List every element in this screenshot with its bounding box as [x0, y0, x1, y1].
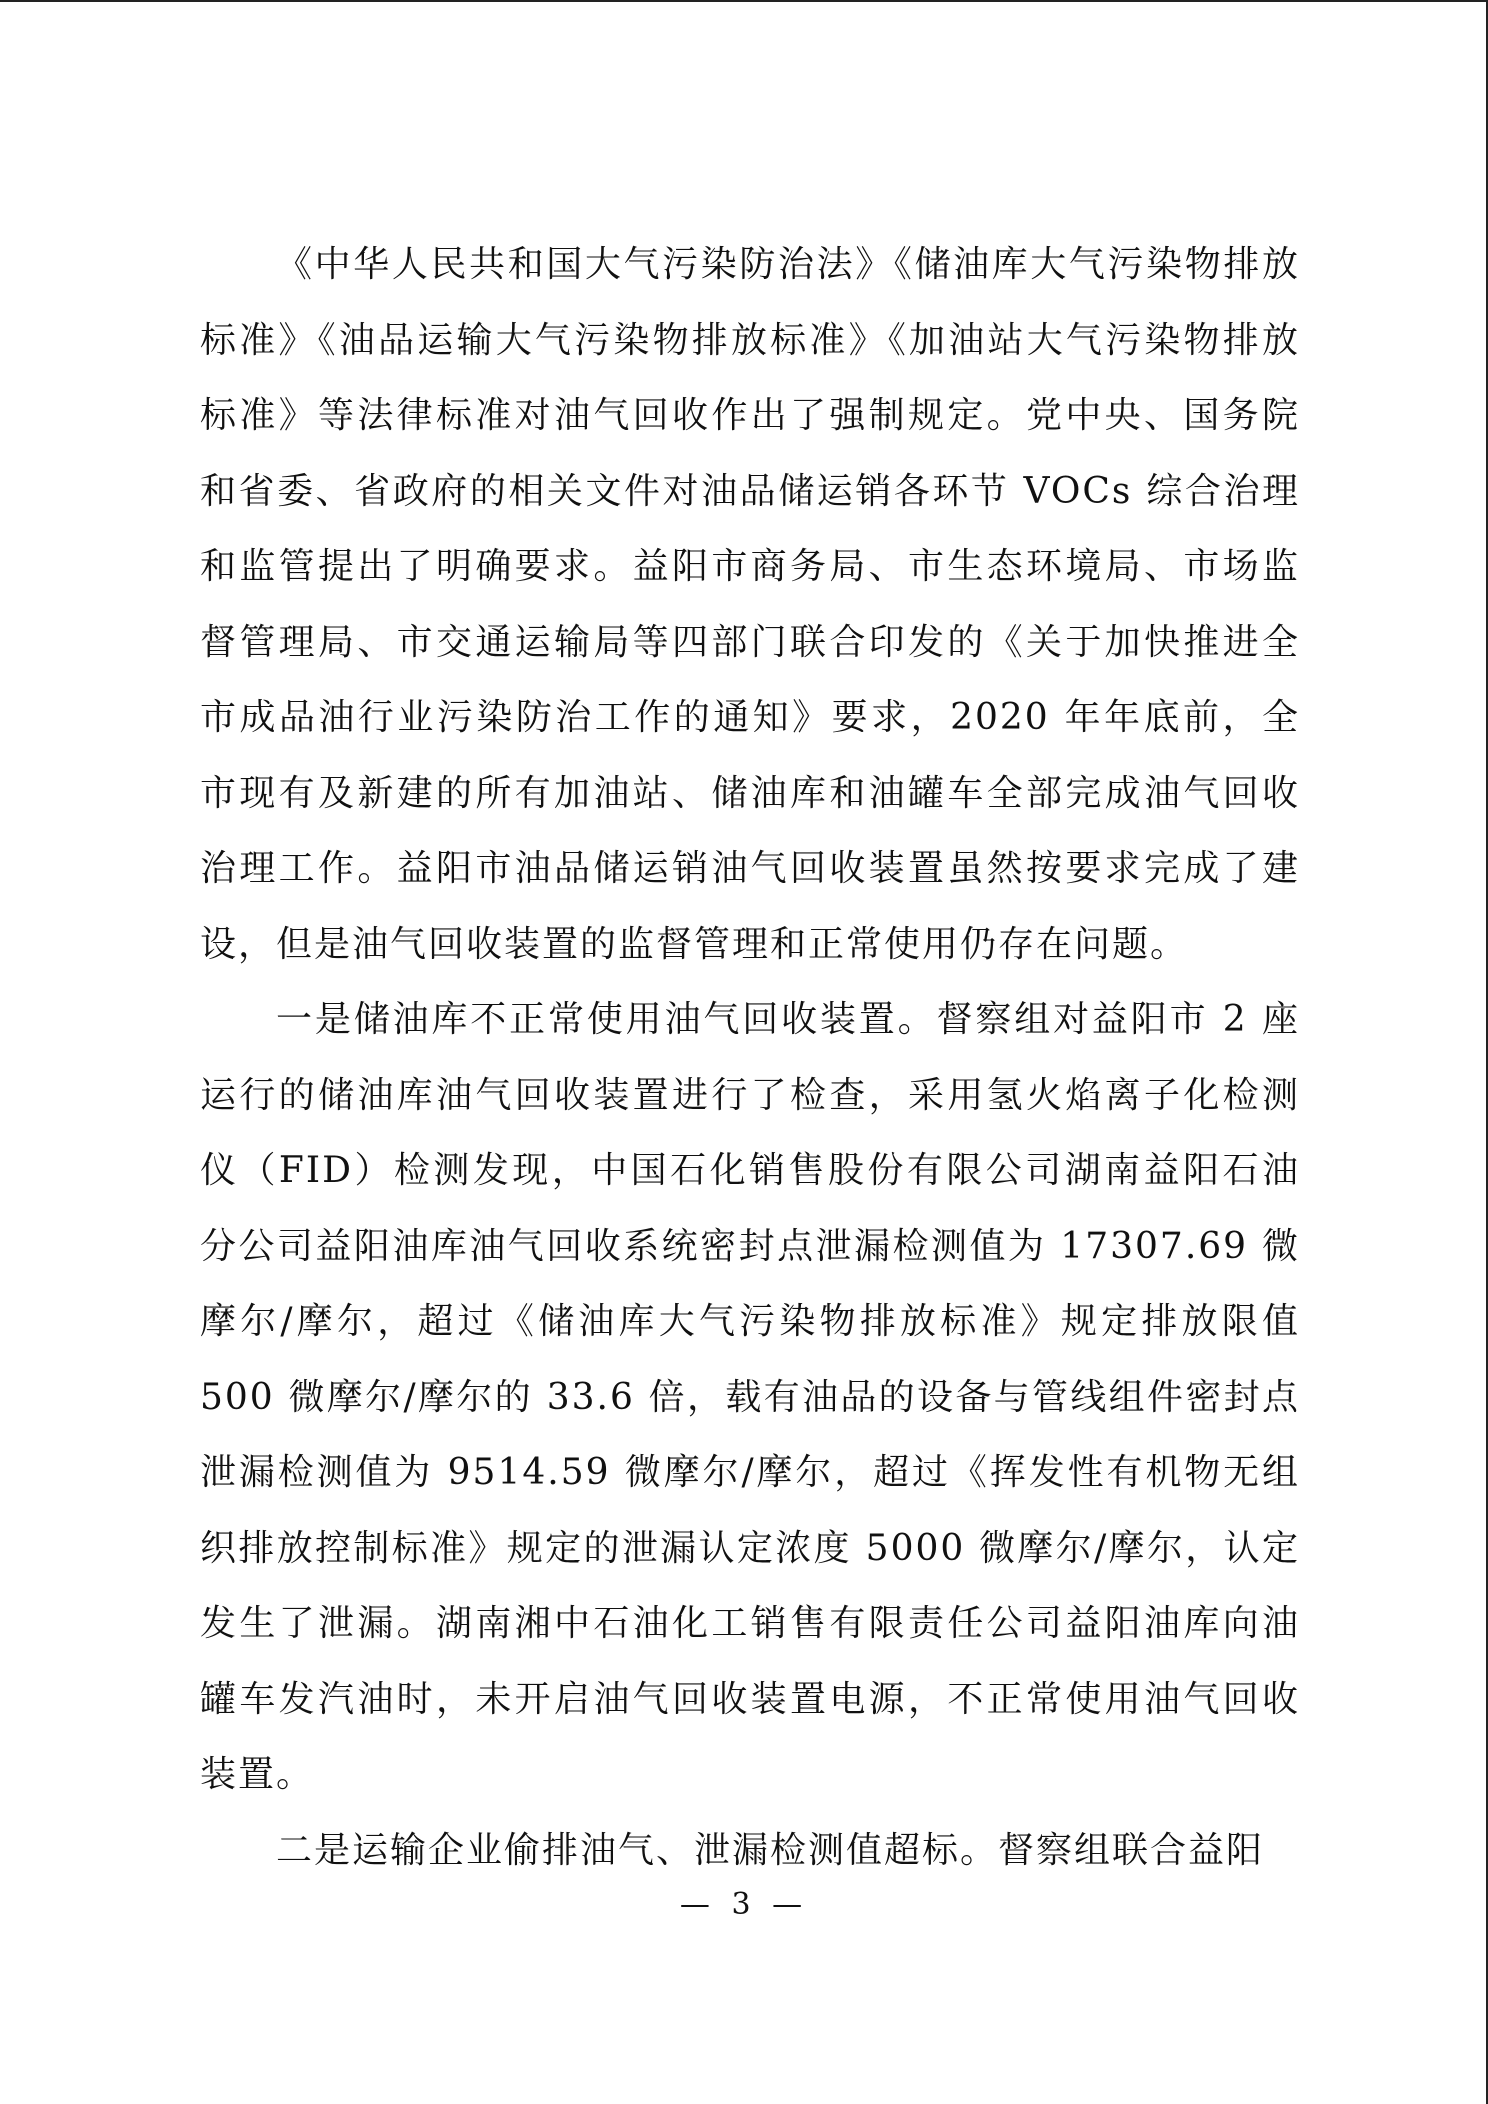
paragraph-lead: 二是运输企业偷排油气、泄漏检测值超标。 — [276, 1829, 999, 1871]
paragraph-text: 督察组联合益阳 — [998, 1829, 1265, 1871]
document-body — [200, 227, 1300, 1888]
paragraph-oil-depot-issue — [200, 982, 1300, 1813]
paragraph-lead: 一是储油库不正常使用油气回收装置。 — [276, 999, 937, 1040]
paragraph-text: 督察组对益阳市 2 座运行的储油库油气回收装置进行了检查，采用氢火焰离子化检测仪（FID）检测发现，中国石化销售股份有限公司湖南益阳石油分公司益阳油库油气回收系统密封点泄漏检测值为 17307.69 微摩尔/摩尔，超过《储油库大气污染物排放标准》规定排放限值 500 微摩尔/摩尔的 33.6 倍，载有油品的设备与管线组件密封点泄漏检测值为 9514.59 微摩尔/摩尔，超过《挥发性有机物无组织排放控制标准》规定的泄漏认定浓度 5000 微摩尔/摩尔，认定发生了泄漏。湖南湘中石油化工销售有限责任公司益阳油库向油罐车发汽油时，未开启油气回收装置电源，不正常使用油气回收装置。 — [200, 999, 1300, 1795]
page-number: — 3 — — [679, 1887, 809, 1922]
paragraph-text: 《中华人民共和国大气污染防治法》《储油库大气污染物排放标准》《油品运输大气污染物排放标准》《加油站大气污染物排放标准》等法律标准对油气回收作出了强制规定。党中央、国务院和省委、省政府的相关文件对油品储运销各环节 VOCs 综合治理和监管提出了明确要求。益阳市商务局、市生态环境局、市场监督管理局、市交通运输局等四部门联合印发的《关于加快推进全市成品油行业污染防治工作的通知》要求，2020 年年底前，全市现有及新建的所有加油站、储油库和油罐车全部完成油气回收治理工作。益阳市油品储运销油气回收装置虽然按要求完成了建设，但是油气回收装置的监督管理和正常使用仍存在问题。 — [200, 244, 1300, 965]
paragraph-transport-issue — [200, 1813, 1300, 1889]
paragraph-legal-standards — [200, 227, 1300, 982]
